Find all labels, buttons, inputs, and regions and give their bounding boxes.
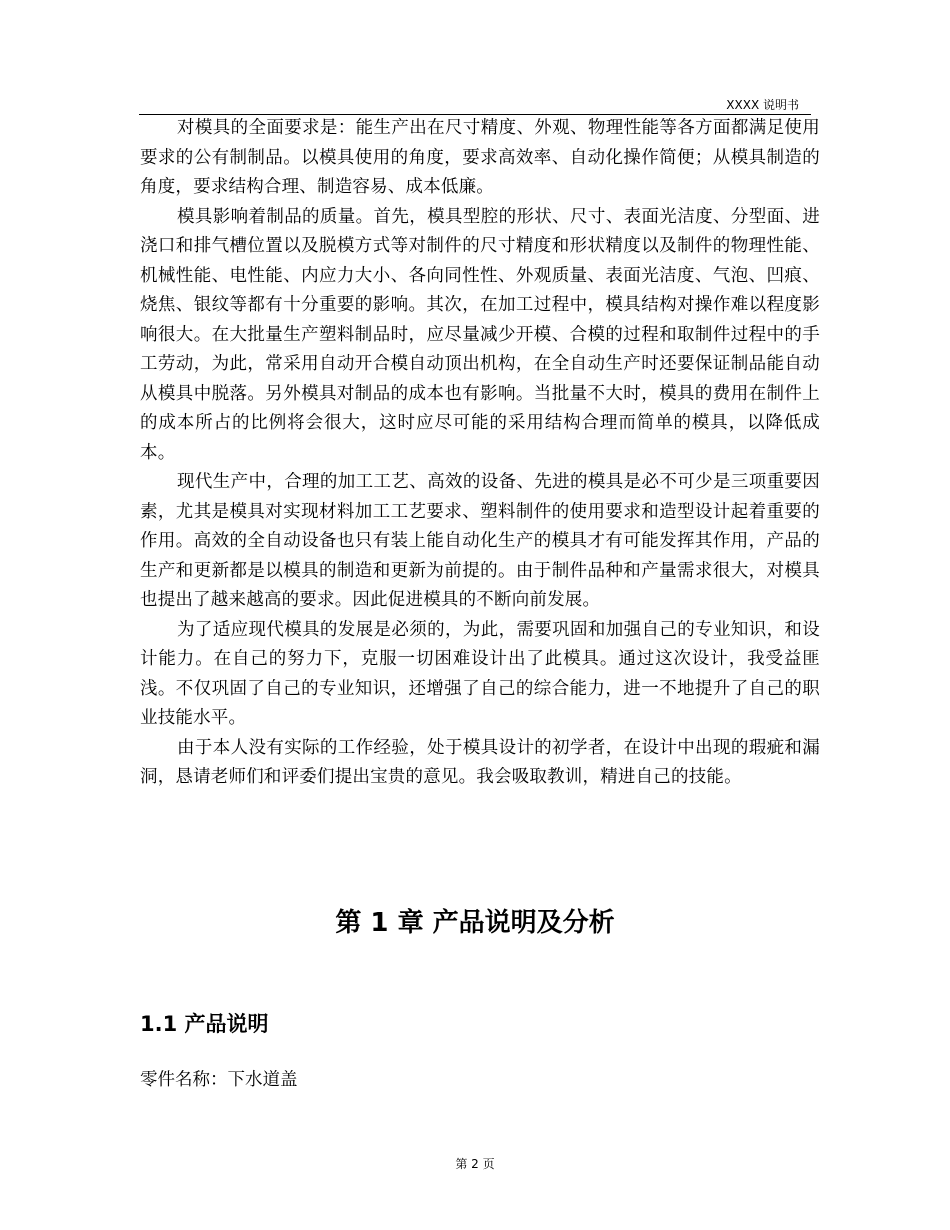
page-header: [139, 94, 811, 115]
part-name: 零件名称：下水道盖: [140, 1070, 298, 1090]
section-title: 1.1 产品说明: [140, 1012, 269, 1036]
paragraph: 由于本人没有实际的工作经验，处于模具设计的初学者，在设计中出现的瑕疵和漏洞，恳请老师们和评委们提出宝贵的意见。我会吸取教训，精进自己的技能。: [140, 737, 820, 787]
page-number: 第 2 页: [455, 1157, 495, 1171]
body-text: [140, 114, 820, 793]
paragraph: 模具影响着制品的质量。首先，模具型腔的形状、尺寸、表面光洁度、分型面、进浇口和排气槽位置以及脱模方式等对制件的尺寸精度和形状精度以及制件的物理性能、机械性能、电性能、内应力大小、各向同性性、外观质量、表面光洁度、气泡、凹痕、烧焦、银纹等都有十分重要的影响。其次，在加工过程中，模具结构对操作难以程度影响很大。在大批量生产塑料制品时，应尽量减少开模、合模的过程和取制件过程中的手工劳动，为此，常采用自动开合模自动顶出机构，在全自动生产时还要保证制品能自动从模具中脱落。另外模具对制品的成本也有影响。当批量不大时，模具的费用在制件上的成本所占的比例将会很大，这时应尽可能的采用结构合理而简单的模具，以降低成本。: [140, 206, 820, 463]
paragraph: 现代生产中，合理的加工工艺、高效的设备、先进的模具是必不可少是三项重要因素，尤其是模具对实现材料加工工艺要求、塑料制件的使用要求和造型设计起着重要的作用。高效的全自动设备也只有装上能自动化生产的模具才有可能发挥其作用，产品的生产和更新都是以模具的制造和更新为前提的。由于制件品种和产量需求很大，对模具也提出了越来越高的要求。因此促进模具的不断向前发展。: [140, 472, 820, 610]
header-title: XXXX 说明书: [726, 98, 799, 112]
paragraph: 对模具的全面要求是：能生产出在尺寸精度、外观、物理性能等各方面都满足使用要求的公有制制品。以模具使用的角度，要求高效率、自动化操作简便；从模具制造的角度，要求结构合理、制造容易、成本低廉。: [140, 118, 820, 197]
chapter-title: 第 1 章 产品说明及分析: [335, 908, 615, 938]
paragraph: 为了适应现代模具的发展是必须的，为此，需要巩固和加强自己的专业知识，和设计能力。在自己的努力下，克服一切困难设计出了此模具。通过这次设计，我受益匪浅。不仅巩固了自己的专业知识，还增强了自己的综合能力，进一不地提升了自己的职业技能水平。: [140, 619, 820, 728]
